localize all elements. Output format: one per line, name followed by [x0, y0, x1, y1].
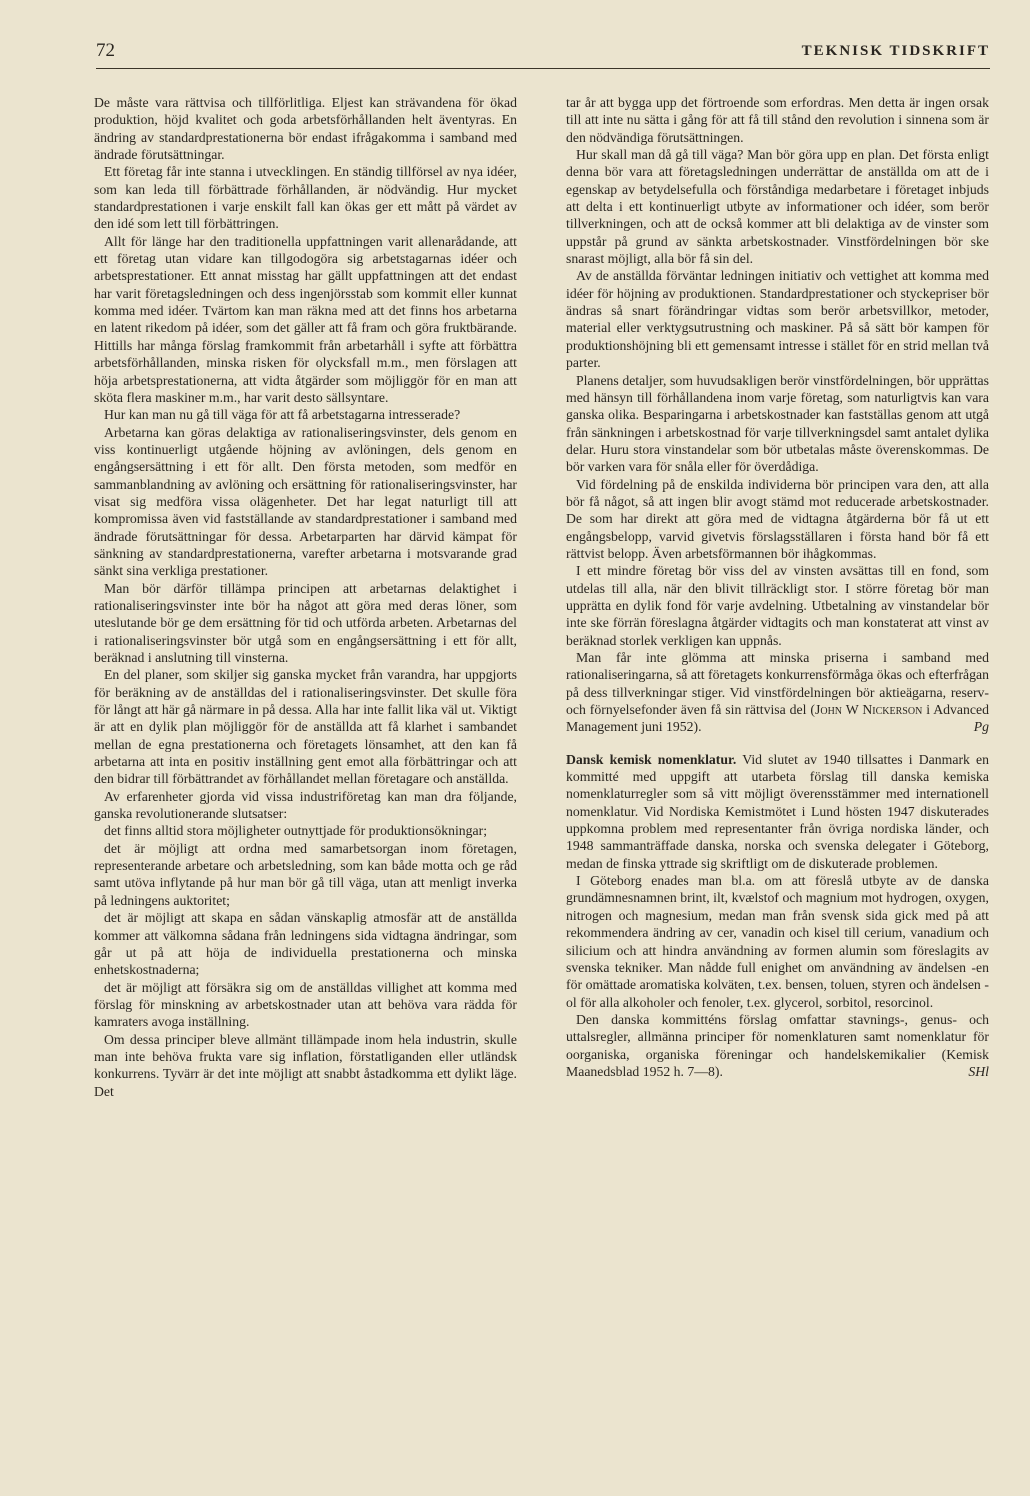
paragraph: Man bör därför tillämpa principen att arbetarnas delaktighet i rationaliseringsvinster inte bör ha något att göra med deras löner, som uteslutande bör ge dem ersättning för tid och utförda arbeten. Arbetarnas del i rationaliseringsvinster bör utgå som en engångsersättning i ett för allt, beräknad i anslutning till vinsterna. [94, 580, 517, 665]
page-number: 72 [96, 40, 115, 61]
article-heading: Dansk kemisk nomenklatur. [566, 751, 737, 767]
paragraph-text: Man får inte glömma att minska priserna i samband med rationaliseringarna, så att företagets konkurrensförmåga ökas och efterfrågan på dess tillverkningar stiger. Vid vinstfördelningen bör aktieägarna, reserv- och förnyelsefonder även få sin rättvisa del ( [566, 650, 990, 718]
list-item: det är möjligt att försäkra sig om de anställdas villighet att komma med förslag för minskning av arbetskostnader utan att behöva vara rädda för kamraters avoga inställning. [94, 979, 517, 1030]
citation-author: John W Nickerson [815, 702, 923, 718]
journal-title: TEKNISK TIDSKRIFT [801, 43, 990, 59]
left-column [94, 94, 517, 1100]
citation-source: i Advanced Management juni 1952). [566, 702, 989, 735]
paragraph-text: Den danska kommitténs förslag omfattar stavnings-, genus- och uttalsregler, allmänna principer för nomenklaturen samt nomenklatur för oorganiska, organiska föreningar och handelskemikalier (Kemisk Maanedsblad 1952 h. 7—8). [566, 1011, 989, 1079]
paragraph: I ett mindre företag bör viss del av vinsten avsättas till en fond, som utdelas till alla, när den blivit tillräckligt stor. I större företag bör man upprätta en dylik fond för varje avdelning. Utbetalning av vinstandelar bör inte ske förrän föreslagna åtgärder vidtagits och man konstaterat att vinst av beräknad storlek verkligen kan uppnås. [566, 563, 989, 648]
paragraph: Om dessa principer bleve allmänt tillämpade inom hela industrin, skulle man inte behöva frukta vare sig inflation, förstatliganden eller utländsk konkurrens. Tyvärr är det inte möjligt att snabbt åstadkomma ett dylikt läge. Det [94, 1031, 517, 1099]
paragraph: Arbetarna kan göras delaktiga av rationaliseringsvinster, dels genom en viss kontinuerligt utgående höjning av avlöningen, dels genom en engångsersättning i ett för allt. Den första metoden, som medför en sammanblandning av avlöning och ersättning för rationaliseringsvinster, har visat sig medföra vissa olägenheter. Det har legat naturligt till att kompromissa även vid fastställande av standardprestationer i samband med ändrade förutsättningar för dessa. Arbetarparten har därvid kämpat för sänkning av standardprestationerna, varefter arbetarna i motsvarande grad sänkt sina verkliga prestationer. [94, 424, 517, 579]
paragraph: En del planer, som skiljer sig ganska mycket från varandra, har uppgjorts för beräkning av de anställdas del i rationaliseringsvinster. Det skulle föra för långt att här gå närmare in på dessa. Alla har inte fallit lika väl ut. Viktigt är att en dylik plan möjliggör för de anställda att få klarhet i sambandet mellan de egna prestationerna och företagets lönsamhet, att den kan få arbetarna att inta en positiv inställning gent emot alla förbättringar och att den bidrar till förbättrandet av förhållandet mellan företagare och anställda. [94, 667, 517, 787]
paragraph: Av de anställda förväntar ledningen initiativ och vettighet att komma med idéer för höjning av produktionen. Standardprestationer och styckepriser bör ändras så snart förändringar vidtas som berör arbetsvillkor, metoder, material eller verktygsutrustning och maskiner. På så sätt bör kampen för produktionshöjning bli ett gemensamt intresse i stället för en strid mellan två parter. [566, 268, 989, 371]
paragraph: tar år att bygga upp det förtroende som erfordras. Men detta är ingen orsak till att inte nu sätta i gång för att få till stånd den revolution i sinnena som är den nödvändiga förutsättningen. [566, 95, 989, 145]
paragraph: Hur skall man då gå till väga? Man bör göra upp en plan. Det första enligt denna bör vara att företagsledningen underrättar de anställda om att de i egenskap av betydelsefulla och förståndiga medarbetare i företaget inbjuds att delta i ett kontinuerligt utbyte av informationer och idéer, som berör tillverkningen, och att de också kommer att bli delaktiga av de vinster som uppstår på grund av sänkta arbetskostnader. Vinstfördelningen bör ske snarast möjligt, alla bör få sin del. [566, 147, 989, 267]
right-column [566, 94, 989, 1080]
list-item: det är möjligt att ordna med samarbetsorgan inom företagen, representerande arbetare och arbetsledning, som kan både motta och ge råd samt utöva inflytande på hur man bör gå till väga, utan att menligt inverka på ledningens auktoritet; [94, 840, 517, 908]
running-header [96, 40, 990, 69]
list-item: det finns alltid stora möjligheter outnyttjade för produktionsökningar; [104, 823, 488, 839]
paragraph: De måste vara rättvisa och tillförlitliga. Eljest kan strävandena för ökad produktion, höjd kvalitet och goda arbetsförhållanden helt äventyras. En ändring av standardprestationerna bör endast ifrågakomma i samband med ändrade förutsättningar. [94, 95, 517, 163]
paragraph-with-citation [566, 649, 989, 736]
paragraph: Planens detaljer, som huvudsakligen berör vinstfördelningen, bör upprättas med hänsyn till förhållandena inom varje företag, som naturligtvis kan vara ganska olika. Besparingarna i arbetskostnader kan fastställas genom att utgå från sänkningen i arbetskostnad för varje tillverkningsdel samt antalet dylika delar. Huru stora vinstandelar som bör utbetalas måste överenskommas. De bör varken vara för snåla eller för överdådiga. [566, 372, 989, 475]
article-lead [566, 751, 989, 872]
article-lead-text: Vid slutet av 1940 tillsattes i Danmark en kommitté med uppgift att utarbeta förslag till danska kemiska nomenklaturregler som så vitt möjligt överensstämmer med internationell nomenklatur. Vid Nordiska Kemistmötet i Lund hösten 1947 diskuterades uppkomna problem med representanter från övriga nordiska länder, och 1948 sammanträffade danska, norska och svenska delegater i Göteborg, medan de finska yttrade sig skriftligt om de diskuterade problemen. [566, 751, 990, 871]
list-item: det är möjligt att skapa en sådan vänskaplig atmosfär att de anställda kommer att välkomna sådana från ledningens sida vidtagna ändringar, som går ut på att höja de individuella prestationerna och minska enhetskostnaderna; [94, 910, 517, 978]
paragraph-with-signature [566, 1011, 989, 1080]
paragraph: Av erfarenheter gjorda vid vissa industriföretag kan man dra följande, ganska revolutionerande slutsatser: [94, 788, 517, 822]
author-signature: SHl [968, 1063, 989, 1079]
paragraph: Ett företag får inte stanna i utvecklingen. En ständig tillförsel av nya idéer, som kan leda till förbättrade förhållanden, är nödvändig. Hur mycket standardprestationen i varje enskilt fall kan ökas ger ett mått på värdet av den idé som lett till förbättringen. [94, 164, 517, 232]
author-signature: Pg [973, 719, 989, 735]
paragraph: I Göteborg enades man bl.a. om att föreslå utbyte av de danska grundämnesnamnen brint, ilt, kvælstof och magnium mot hydrogen, oxygen, nitrogen och magnesium, medan man från svensk sida gick med på att rekommendera ändring av cer, vanadin och kisel till cerium, vanadium och silicium och att hindra användning av formen alumin som föreslagits av svenska tekniker. Man nådde full enighet om användning av ändelsen -en för omättade aromatiska kolväten, t.ex. bensen, toluen, styren och ändelsen -ol för alla alkoholer och fenoler, t.ex. glycerol, sorbitol, resorcinol. [566, 873, 989, 1010]
paragraph: Allt för länge har den traditionella uppfattningen varit allenarådande, att ett företag utan vidare kan tillgodogöra sig arbetstagarnas idéer och arbetsprestationer. Ett annat misstag har gällt uppfattningen att det endast har varit företagsledningen och dess ingenjörsstab som kommit eller kunnat komma med idéer. Tvärtom kan man räkna med att det finns hos arbetarna en latent rikedom på idéer, som det gäller att få fram och göra fruktbärande. Hittills har många förslag framkommit från arbetarhåll i syfte att förbättra arbetsförhållanden, minska risken för olycksfall m.m., men förslagen att höja arbetsprestationerna, att vidta åtgärder som möjliggör för en man att sköta flera maskiner m.m., har varit desto sällsyntare. [94, 233, 517, 405]
article-separator [566, 736, 989, 751]
paragraph: Hur kan man nu gå till väga för att få arbetstagarna intresserade? [104, 407, 461, 423]
paragraph: Vid fördelning på de enskilda individerna bör principen vara den, att alla bör få något, så att ingen blir avogt stämd mot reducerade arbetskostnader. De som har direkt att göra med de vidtagna åtgärderna bör få ut ett engångsbelopp, varvid givetvis förslagsställaren i första hand bör få ett rättvist belopp. Även arbetsförmannen bör ihågkommas. [566, 476, 989, 561]
